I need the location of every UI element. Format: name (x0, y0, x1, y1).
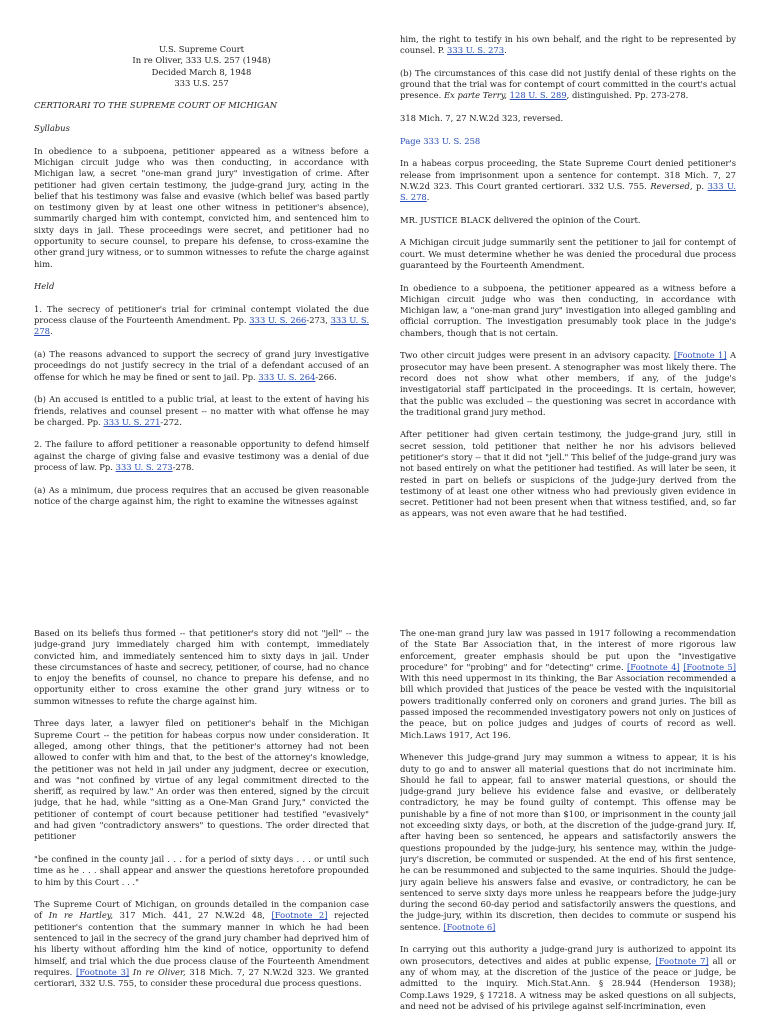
case-name: In re Hartley, (48, 910, 114, 921)
held-2a-cont-text: him, the right to testify in his own behalf, and the right to be represented by counsel. P. (400, 34, 736, 56)
held-1a-text: (a) The reasons advanced to support the secrecy of grand jury investigative proceedings do not justify secrecy in the trial of a defendant accused of an offense for which he may be fined or sent to jail. Pp. (34, 349, 369, 382)
procedural-intro (400, 158, 736, 203)
held-2a-continued (400, 34, 736, 57)
held-2-text: 2. The failure to afford petitioner a reasonable opportunity to defend himself against the charge of giving false and evasive testimony was a denial of due process of law. Pp. (34, 439, 369, 472)
footnote-link[interactable]: [Footnote 1] (673, 350, 727, 361)
page-marker: Page 333 U. S. 258 (400, 135, 481, 146)
paragraph-text: With this need uppermost in its thinking, the Bar Association recommended a bill which provided that justices of the peace be vested with the inquisitorial powers traditionally conferred only on coroners and grand juries. The bill as passed imposed the recommended investigatory powers not only on justices of the peace, but on police judges and judges of courts of record as well. Mich.Laws 1917, Act 196. (400, 673, 736, 740)
opinion-author: MR. JUSTICE BLACK delivered the opinion of the Court. (400, 214, 641, 225)
opinion-paragraph (400, 944, 736, 1012)
held-2a-cont-end: . (504, 45, 507, 56)
citation-link[interactable]: 128 U. S. 289 (509, 90, 567, 101)
case-name: In re Oliver, (129, 966, 186, 977)
paragraph-text: Whenever this judge-grand jury may summon a witness to appear, it is his duty to go and to answer all material questions that do not incriminate him. Should he fail to appear, fail to answer material questions, or should the judge-grand jury believe his evidence false and evasive, or deliberately contradictory, he may be found guilty of contempt. This offense may be punishable by a fine of not more than $100, or imprisonment in the county jail not exceeding sixty days, or both, at the discretion of the judge-grand jury. If, after having been so sentenced, he appears and satisfactorily answers the questions propounded by the judge-jury, his sentence may, within the judge-jury's discretion, be commuted or suspended. At the end of his first sentence, he can be resummoned and subjected to the same inquiries. Should the judge-jury again believe his answers false and evasive, or contradictory, he can be sentenced to serve sixty days more unless he reappears before the judge-jury during the second 60-day period and satisfactorily answers the questions, and the judge-jury, within its discretion, then decides to commute or suspend his sentence. (400, 752, 736, 932)
citation-link[interactable]: 333 U. S. 273 (115, 461, 173, 472)
case-citation: In re Oliver, 333 U.S. 257 (1948) (132, 55, 271, 66)
footnote-link[interactable]: [Footnote 3] (76, 966, 130, 977)
held-paragraph-2a: (a) As a minimum, due process requires that an accused be given reasonable notice of the charge against him, the right to examine the witnesses against (34, 484, 369, 506)
case-header (34, 44, 369, 89)
reporter-citation: 333 U.S. 257 (174, 77, 229, 88)
page-bottom-left-column (34, 628, 369, 1024)
opinion-paragraph: A Michigan circuit judge summarily sent the petitioner to jail for contempt of court. We must determine whether he was denied the procedural due process guaranteed by the Fourteenth Amendment. (400, 237, 736, 270)
opinion-paragraph: Based on its beliefs thus formed -- that petitioner's story did not "jell" -- the judge-grand jury immediately charged him with contempt, immediately convicted him, and immediately sentenced him to sixty days in jail. Under these circumstances of haste and secrecy, petitioner, of course, had no chance to enjoy the benefits of counsel, no chance to prepare his defense, and no opportunity either to cross examine the other grand jury witness or to summon witnesses to refute the charge against him. (34, 628, 369, 706)
opinion-paragraph (400, 628, 736, 741)
footnote-link[interactable]: [Footnote 6] (443, 921, 496, 932)
court-name: U.S. Supreme Court (159, 44, 244, 54)
case-name: Ex parte Terry, (443, 90, 507, 101)
held-paragraph-1b (34, 394, 369, 428)
held-1b-text: (b) An accused is entitled to a public trial, at least to the extent of having his friends, relatives and counsel present -- no matter with what offense he may be charged. Pp. (34, 394, 369, 427)
page-top-right-column (400, 34, 736, 584)
held-paragraph-2b (400, 68, 736, 102)
paragraph-text: Two other circuit judges were present in an advisory capacity. (400, 350, 674, 361)
paragraph-text: 317 Mich. 441, 27 N.W.2d 48, (113, 910, 272, 921)
reversed-label: Reversed (650, 180, 690, 191)
intro-text: In a habeas corpus proceeding, the State Supreme Court denied petitioner's release from imprisonment upon a sentence for contempt. 318 Mich. 7, 27 N.W.2d 323. This Court granted certiorari. 332 U.S. 755. (400, 158, 736, 191)
paragraph-text: 318 Mich. 7, 27 N.W.2d 323. We granted certiorari, 332 U.S. 755, to consider these procedural due process questions. (34, 966, 369, 989)
held-1b-end: -272. (160, 416, 182, 427)
held-2b-text: (b) The circumstances of this case did not justify denial of these rights on the ground that the trial was for contempt of court committed in the court's actual presence. (400, 67, 736, 101)
syllabus-text: In obedience to a subpoena, petitioner appeared as a witness before a Michigan circuit judge who was then conducting, in accordance with Michigan law, a secret "one-man grand jury" investigation of crime. After petitioner had given certain testimony, the judge-grand jury, acting in the belief that his testimony was false and evasive (which belief was based partly on testimony given by at least one other witness in petitioner's absence), summarily charged him with contempt, convicted him, and sentenced him to sixty days in jail. These proceedings were secret, and petitioner had no opportunity to secure counsel, to prepare his defense, to cross-examine the other grand jury witness, or to summon witnesses to refute the charge against him. (34, 145, 369, 269)
held-paragraph-1 (34, 304, 369, 338)
paragraph-text: rejected petitioner's contention that the summary manner in which he had been sentenced to jail in the secrecy of the grand jury chamber had deprived him of his liberty without affording him the kind of notice, opportunity to defend himself, and trial which the due process clause of the Fourteenth Amendment requires. (34, 910, 369, 977)
held-2-end: -278. (172, 461, 195, 472)
paragraph-text: all or any of whom may, at the discretion of the justice of the peace or judge, be admitted to the inquiry. Mich.Stat.Ann. § 28.944 (Henderson 1938); Comp.Laws 1929, § 17218. A witness may be asked questions on all subjects, and need not be advised of his privilege against self-incrimination, even (400, 955, 736, 1011)
citation-link[interactable]: 333 U. S. 271 (103, 416, 161, 427)
footnote-link[interactable]: [Footnote 4] (627, 661, 680, 672)
certiorari-heading: CERTIORARI TO THE SUPREME COURT OF MICHIGAN (34, 100, 278, 111)
citation-link[interactable]: 333 U. S. 278 (400, 180, 736, 203)
citation-link[interactable]: 333 U. S. 264 (258, 371, 316, 382)
page-bottom-right-column (400, 628, 736, 1024)
held-1-text: 1. The secrecy of petitioner's trial for criminal contempt violated the due process clause of the Fourteenth Amendment. Pp. (34, 303, 369, 326)
page-gap (0, 560, 768, 626)
held-1-end: . (50, 326, 53, 337)
block-quote: "be confined in the county jail . . . for a period of sixty days . . . or until such time as he . . . shall appear and answer the questions heretofore propounded to him by this Court . . ." (34, 853, 369, 887)
opinion-paragraph: In obedience to a subpoena, the petitioner appeared as a witness before a Michigan circuit judge who was then conducting, in accordance with Michigan law, a "one-man grand jury" investigation into alleged gambling and official corruption. The investigation presumably took place in the judge's chambers, though that is not certain. (400, 282, 736, 338)
opinion-paragraph: After petitioner had given certain testimony, the judge-grand jury, still in secret session, told petitioner that neither he nor his advisors believed petitioner's story -- that it did not "jell." This belief of the judge-grand jury was not based entirely on what the petitioner had testified. As will later be seen, it rested in part on beliefs or suspicions of the judge-jury derived from the testimony of at least one other witness who had previously given evidence in secret. Petitioner had not been present when that witness testified, and, so far as appears, was not even aware that he had testified. (400, 429, 736, 519)
opinion-paragraph (400, 752, 736, 933)
citation-link[interactable]: 333 U. S. 266 (249, 315, 307, 326)
citation-link[interactable]: 333 U. S. 278 (34, 315, 369, 337)
held-1a-end: -266. (315, 371, 337, 382)
held-2b-end: , distinguished. Pp. 273-278. (566, 90, 689, 101)
intro-end: . (426, 192, 430, 203)
page-top-left-column (34, 44, 369, 546)
opinion-paragraph (400, 350, 736, 418)
held-paragraph-2 (34, 439, 369, 473)
paragraph-text: In carrying out this authority a judge-grand jury is authorized to appoint its own prosecutors, detectives and aides at public expense, (400, 944, 736, 966)
syllabus-label: Syllabus (34, 123, 70, 134)
footnote-link[interactable]: [Footnote 7] (655, 955, 709, 966)
paragraph-text: The one-man grand jury law was passed in 1917 following a recommendation of the State Bar Association that, in the interest of more rigorous law enforcement, greater emphasis should be put upon the "investigative procedure" for "probing" and for "detecting" crime. (400, 628, 736, 672)
held-paragraph-1a (34, 349, 369, 383)
opinion-paragraph: Three days later, a lawyer filed on petitioner's behalf in the Michigan Supreme Court -- the petition for habeas corpus now under consideration. It alleged, among other things, that the petitioner's attorney had not been allowed to confer with him and that, to the best of the attorney's knowledge, the petitioner was not held in jail under any judgment, decree or execution, and was "not confined by virtue of any legal commitment directed to the sheriff, as required by law." An order was then entered, signed by the circuit judge, that he had, while "sitting as a One-Man Grand Jury," convicted the petitioner of contempt of court because petitioner had testified "evasively" and had given "contradictory answers" to questions. The order directed that petitioner (34, 718, 369, 842)
decision-date: Decided March 8, 1948 (151, 66, 252, 77)
intro-mid: , p. (689, 180, 708, 191)
held-1-mid: -273, (306, 315, 331, 326)
citation-link[interactable]: 333 U. S. 273 (447, 45, 505, 56)
paragraph-text: A prosecutor may have been present. A stenographer was most likely there. The record does not show what other members, if any, of the judge's investigatorial staff participated in the proceedings. It is certain, however, that the public was excluded -- the questioning was secret in accordance with the traditional grand jury method. (400, 350, 736, 417)
disposition: 318 Mich. 7, 27 N.W.2d 323, reversed. (400, 113, 564, 124)
paragraph-text: The Supreme Court of Michigan, on grounds detailed in the companion case of (34, 899, 369, 921)
held-label: Held (34, 281, 55, 292)
footnote-link[interactable]: [Footnote 5] (683, 661, 736, 672)
footnote-link[interactable]: [Footnote 2] (271, 910, 328, 921)
opinion-paragraph (34, 899, 369, 989)
